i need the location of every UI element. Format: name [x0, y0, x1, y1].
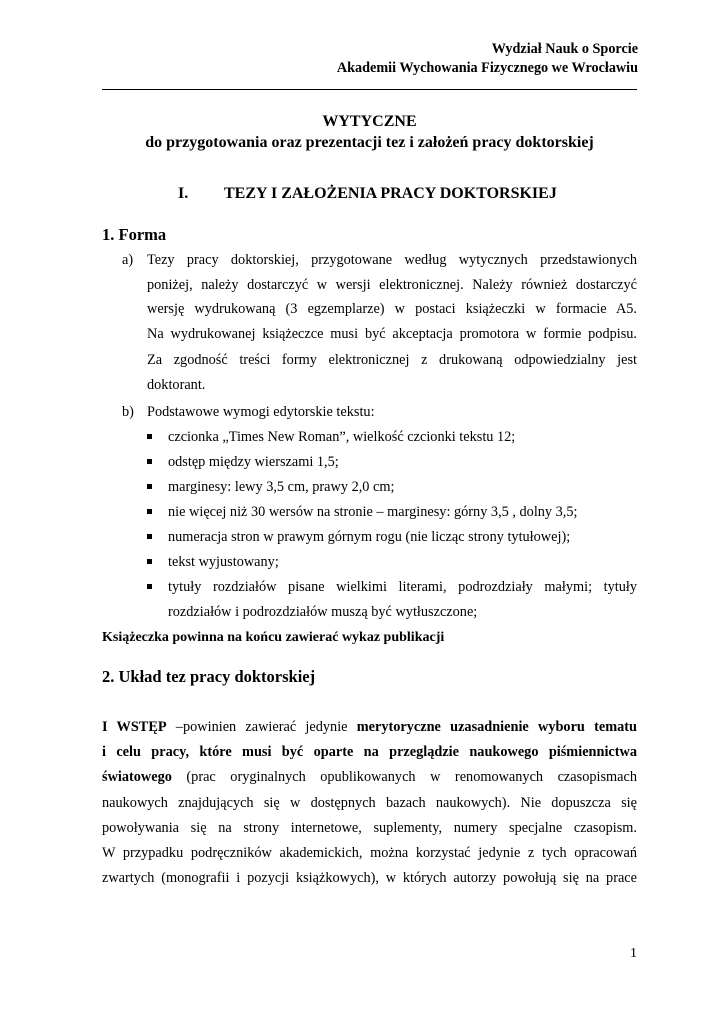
part-number: I. — [178, 185, 189, 202]
list-item: tytuły rozdziałów pisane wielkimi literami, podrozdziały małymi; tytuły — [168, 579, 637, 595]
square-bullet-icon — [147, 459, 152, 464]
list-item: numeracja stron w prawym górnym rogu (nie licząc strony tytułowej); — [168, 529, 571, 545]
paragraph-text: –powinien zawierać jedynie — [166, 719, 357, 735]
paragraph-bold-text: światowego — [102, 769, 172, 785]
square-bullet-icon — [147, 509, 152, 514]
section1-heading: 1. Forma — [102, 225, 167, 244]
header-faculty: Wydział Nauk o Sporcie — [491, 41, 638, 57]
item-a-line: poniżej, należy dostarczyć w wersji elektronicznej. Należy również dostarczyć — [147, 277, 637, 293]
square-bullet-icon — [147, 559, 152, 564]
header-divider — [102, 89, 637, 90]
paragraph-line — [102, 717, 637, 737]
item-a-line: wersję wydrukowaną (3 egzemplarze) w postaci książeczki w formacie A5. — [147, 301, 637, 317]
item-a-line: doktorant. — [147, 377, 206, 393]
paragraph-line: i celu pracy, które musi być oparte na przeglądzie naukowego piśmiennictwa — [102, 744, 637, 760]
list-item: marginesy: lewy 3,5 cm, prawy 2,0 cm; — [168, 479, 395, 495]
item-a-line: Za zgodność treści formy elektronicznej z drukowaną odpowiedzialny jest — [147, 352, 637, 368]
square-bullet-icon — [147, 534, 152, 539]
list-item: tekst wyjustowany; — [168, 554, 279, 570]
paragraph-line: naukowych znajdujących się w dostępnych bazach naukowych). Nie dopuszcza się — [102, 795, 637, 811]
list-item-continuation: rozdziałów i podrozdziałów muszą być wytłuszczone; — [168, 604, 478, 620]
item-a-line: Tezy pracy doktorskiej, przygotowane według wytycznych przedstawionych — [147, 252, 637, 268]
document-title — [102, 111, 637, 153]
list-item: czcionka „Times New Roman”, wielkość czcionki tekstu 12; — [168, 429, 516, 445]
item-a-line: Na wydrukowanej książeczce musi być akceptacja promotora w formie podpisu. — [147, 326, 637, 342]
square-bullet-icon — [147, 584, 152, 589]
paragraph-bold-text: merytoryczne uzasadnienie wyboru tematu — [356, 719, 637, 735]
paragraph-text: (prac oryginalnych opublikowanych w renomowanych czasopismach — [171, 769, 637, 785]
item-b-label: b) — [122, 404, 134, 420]
page-number: 1 — [630, 946, 637, 961]
header-academy: Akademii Wychowania Fizycznego we Wrocławiu — [336, 60, 638, 76]
part-heading — [178, 183, 557, 204]
title-subtitle: do przygotowania oraz prezentacji tez i założeń pracy doktorskiej — [145, 134, 594, 151]
paragraph-line: W przypadku podręczników akademickich, można korzystać jedynie z tych opracowań — [102, 845, 637, 861]
publications-note: Książeczka powinna na końcu zawierać wykaz publikacji — [102, 630, 445, 645]
square-bullet-icon — [147, 434, 152, 439]
part-title: TEZY I ZAŁOŻENIA PRACY DOKTORSKIEJ — [224, 185, 557, 202]
paragraph-line — [102, 767, 637, 787]
paragraph-line: zwartych (monografii i pozycji książkowych), w których autorzy powołują się na prace — [102, 870, 637, 886]
section2-heading: 2. Układ tez pracy doktorskiej — [102, 667, 316, 686]
square-bullet-icon — [147, 484, 152, 489]
intro-label: I WSTĘP — [102, 719, 167, 735]
list-item: odstęp między wierszami 1,5; — [168, 454, 339, 470]
item-a-label: a) — [122, 252, 134, 268]
paragraph-line: powoływania się na strony internetowe, suplementy, numery specjalne czasopism. — [102, 820, 637, 836]
page-header — [337, 40, 638, 78]
list-item: nie więcej niż 30 wersów na stronie – marginesy: górny 3,5 , dolny 3,5; — [168, 504, 578, 520]
title-main: WYTYCZNE — [322, 113, 417, 130]
item-b-intro: Podstawowe wymogi edytorskie tekstu: — [147, 404, 375, 420]
